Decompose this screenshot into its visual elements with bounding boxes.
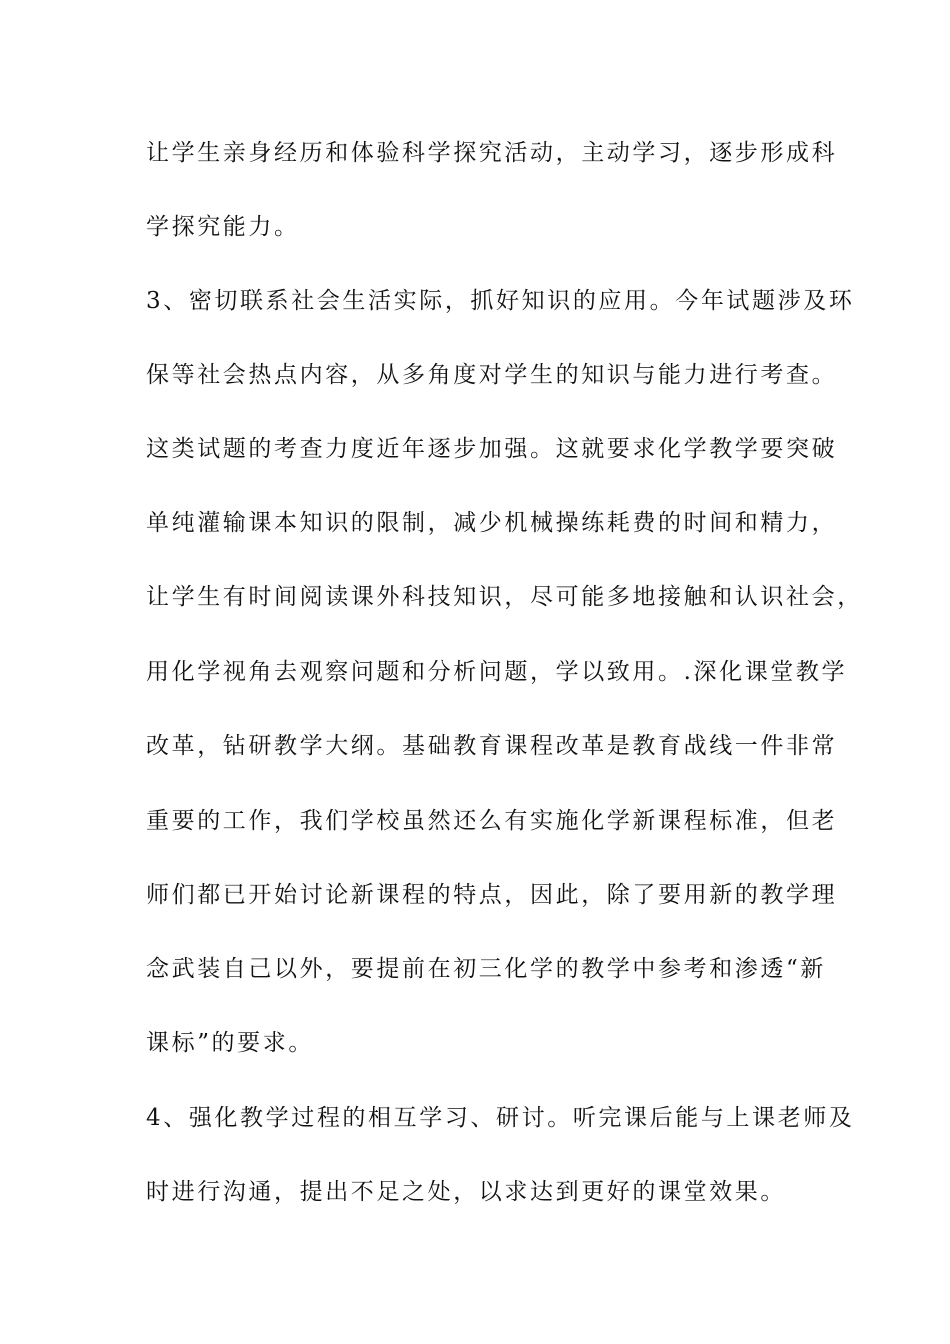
text-line-2: 学探究能力。 xyxy=(146,214,300,240)
text-line-11: 师们都已开始讨论新课程的特点，因此，除了要用新的教学理 xyxy=(146,882,838,908)
text-line-10: 重要的工作，我们学校虽然还么有实施化学新课程标准，但老 xyxy=(146,808,838,834)
text-line-7: 让学生有时间阅读课外科技知识，尽可能多地接触和认识社会， xyxy=(146,584,863,610)
text-line-13: 课标”的要求。 xyxy=(146,1030,314,1056)
text-line-12: 念武装自己以外，要提前在初三化学的教学中参考和渗透“新 xyxy=(146,956,826,982)
text-line-6: 单纯灌输课本知识的限制，减少机械操练耗费的时间和精力， xyxy=(146,510,838,536)
text-line-5: 这类试题的考查力度近年逐步加强。这就要求化学教学要突破 xyxy=(146,436,838,462)
text-line-15: 时进行沟通，提出不足之处，以求达到更好的课堂效果。 xyxy=(146,1179,786,1205)
text-line-8: 用化学视角去观察问题和分析问题，学以致用。.深化课堂教学 xyxy=(146,659,848,685)
text-line-1: 让学生亲身经历和体验科学探究活动，主动学习，逐步形成科 xyxy=(146,140,838,166)
text-line-4: 保等社会热点内容，从多角度对学生的知识与能力进行考查。 xyxy=(146,362,838,388)
text-line-3: 3、密切联系社会生活实际，抓好知识的应用。今年试题涉及环 xyxy=(146,288,855,314)
text-line-14: 4、强化教学过程的相互学习、研讨。听完课后能与上课老师及 xyxy=(146,1105,855,1131)
text-line-9: 改革，钻研教学大纲。基础教育课程改革是教育战线一件非常 xyxy=(146,733,838,759)
